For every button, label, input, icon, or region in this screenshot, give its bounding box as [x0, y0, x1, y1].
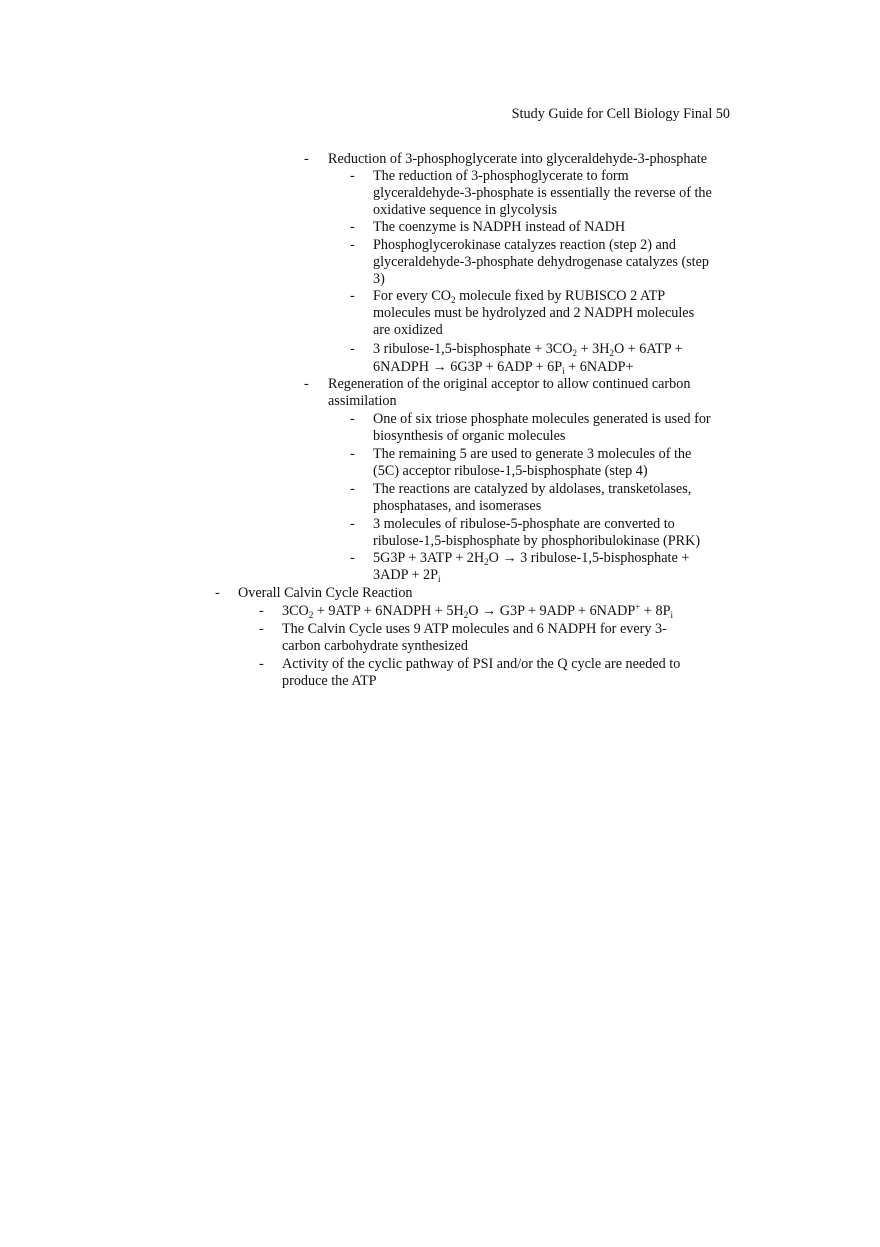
list-item-line: Activity of the cyclic pathway of PSI and/or the Q cycle are needed to — [282, 656, 681, 672]
list-item-line: carbon carbohydrate synthesized — [282, 638, 468, 654]
section-heading-reduction: Reduction of 3-phosphoglycerate into glyceraldehyde-3-phosphate — [328, 151, 708, 167]
list-item-line: are oxidized — [373, 322, 443, 338]
equation-line: $3CO_2 + 9ATP$ + 6NADPH + $5H_2O \to G3P + 9ADP$ + 6NADP+ + $8P_i$ — [282, 602, 673, 620]
section-heading-regeneration: assimilation — [328, 393, 397, 409]
list-item-line: For every $CO_2$ molecule fixed by RUBISCO 2 ATP — [373, 288, 666, 305]
equation-line: $3ADP + 2P_i$ — [373, 567, 441, 584]
equation-line: 3 ribulose-1,5-bisphosphate + $3CO_2 + 3H_2O + 6ATP$ + — [373, 341, 683, 358]
bullet-dash: - — [350, 288, 355, 304]
bullet-dash: - — [350, 237, 355, 253]
list-item-line: produce the ATP — [282, 673, 377, 689]
list-item-line: The coenzyme is NADPH instead of NADH — [373, 219, 626, 235]
list-item-line: One of six triose phosphate molecules generated is used for — [373, 411, 711, 427]
list-item-line: ribulose-1,5-bisphosphate by phosphoribulokinase (PRK) — [373, 533, 701, 549]
list-item-line: The Calvin Cycle uses 9 ATP molecules and 6 NADPH for every 3- — [282, 621, 667, 637]
bullet-dash: - — [259, 656, 264, 672]
list-item-line: oxidative sequence in glycolysis — [373, 202, 558, 218]
bullet-dash: - — [304, 151, 309, 167]
list-item-line: The remaining 5 are used to generate 3 molecules of the — [373, 446, 692, 462]
list-item-line: biosynthesis of organic molecules — [373, 428, 566, 444]
bullet-dash: - — [350, 550, 355, 566]
list-item-line: phosphatases, and isomerases — [373, 498, 542, 514]
bullet-dash: - — [259, 603, 264, 619]
bullet-dash: - — [350, 446, 355, 462]
list-item-line: glyceraldehyde-3-phosphate dehydrogenase catalyzes (step — [373, 254, 710, 270]
section-heading-overall: Overall Calvin Cycle Reaction — [238, 585, 413, 601]
bullet-dash: - — [350, 219, 355, 235]
bullet-dash: - — [350, 411, 355, 427]
bullet-dash: - — [350, 481, 355, 497]
bullet-dash: - — [350, 341, 355, 357]
equation-line: $5G3P + 3ATP + 2H_2O \to 3$ ribulose-1,5-bisphosphate + — [373, 550, 690, 567]
list-item-line: The reactions are catalyzed by aldolases, transketolases, — [373, 481, 692, 497]
list-item-line: The reduction of 3-phosphoglycerate to form — [373, 168, 629, 184]
list-item-line: glyceraldehyde-3-phosphate is essentially the reverse of the — [373, 185, 712, 201]
bullet-dash: - — [215, 585, 220, 601]
list-item-line: molecules must be hydrolyzed and 2 NADPH molecules — [373, 305, 695, 321]
page-header: Study Guide for Cell Biology Final 50 — [511, 106, 730, 122]
bullet-dash: - — [350, 168, 355, 184]
equation-line: 6NADPH → $6G3P + 6ADP + 6P_i$ + 6NADP+ — [373, 359, 634, 376]
section-heading-regeneration: Regeneration of the original acceptor to allow continued carbon — [328, 376, 691, 392]
list-item-line: 3) — [373, 271, 385, 287]
list-item-line: Phosphoglycerokinase catalyzes reaction (step 2) and — [373, 237, 676, 253]
bullet-dash: - — [350, 516, 355, 532]
bullet-dash: - — [259, 621, 264, 637]
list-item-line: 3 molecules of ribulose-5-phosphate are converted to — [373, 516, 675, 532]
bullet-dash: - — [304, 376, 309, 392]
list-item-line: (5C) acceptor ribulose-1,5-bisphosphate (step 4) — [373, 463, 648, 479]
